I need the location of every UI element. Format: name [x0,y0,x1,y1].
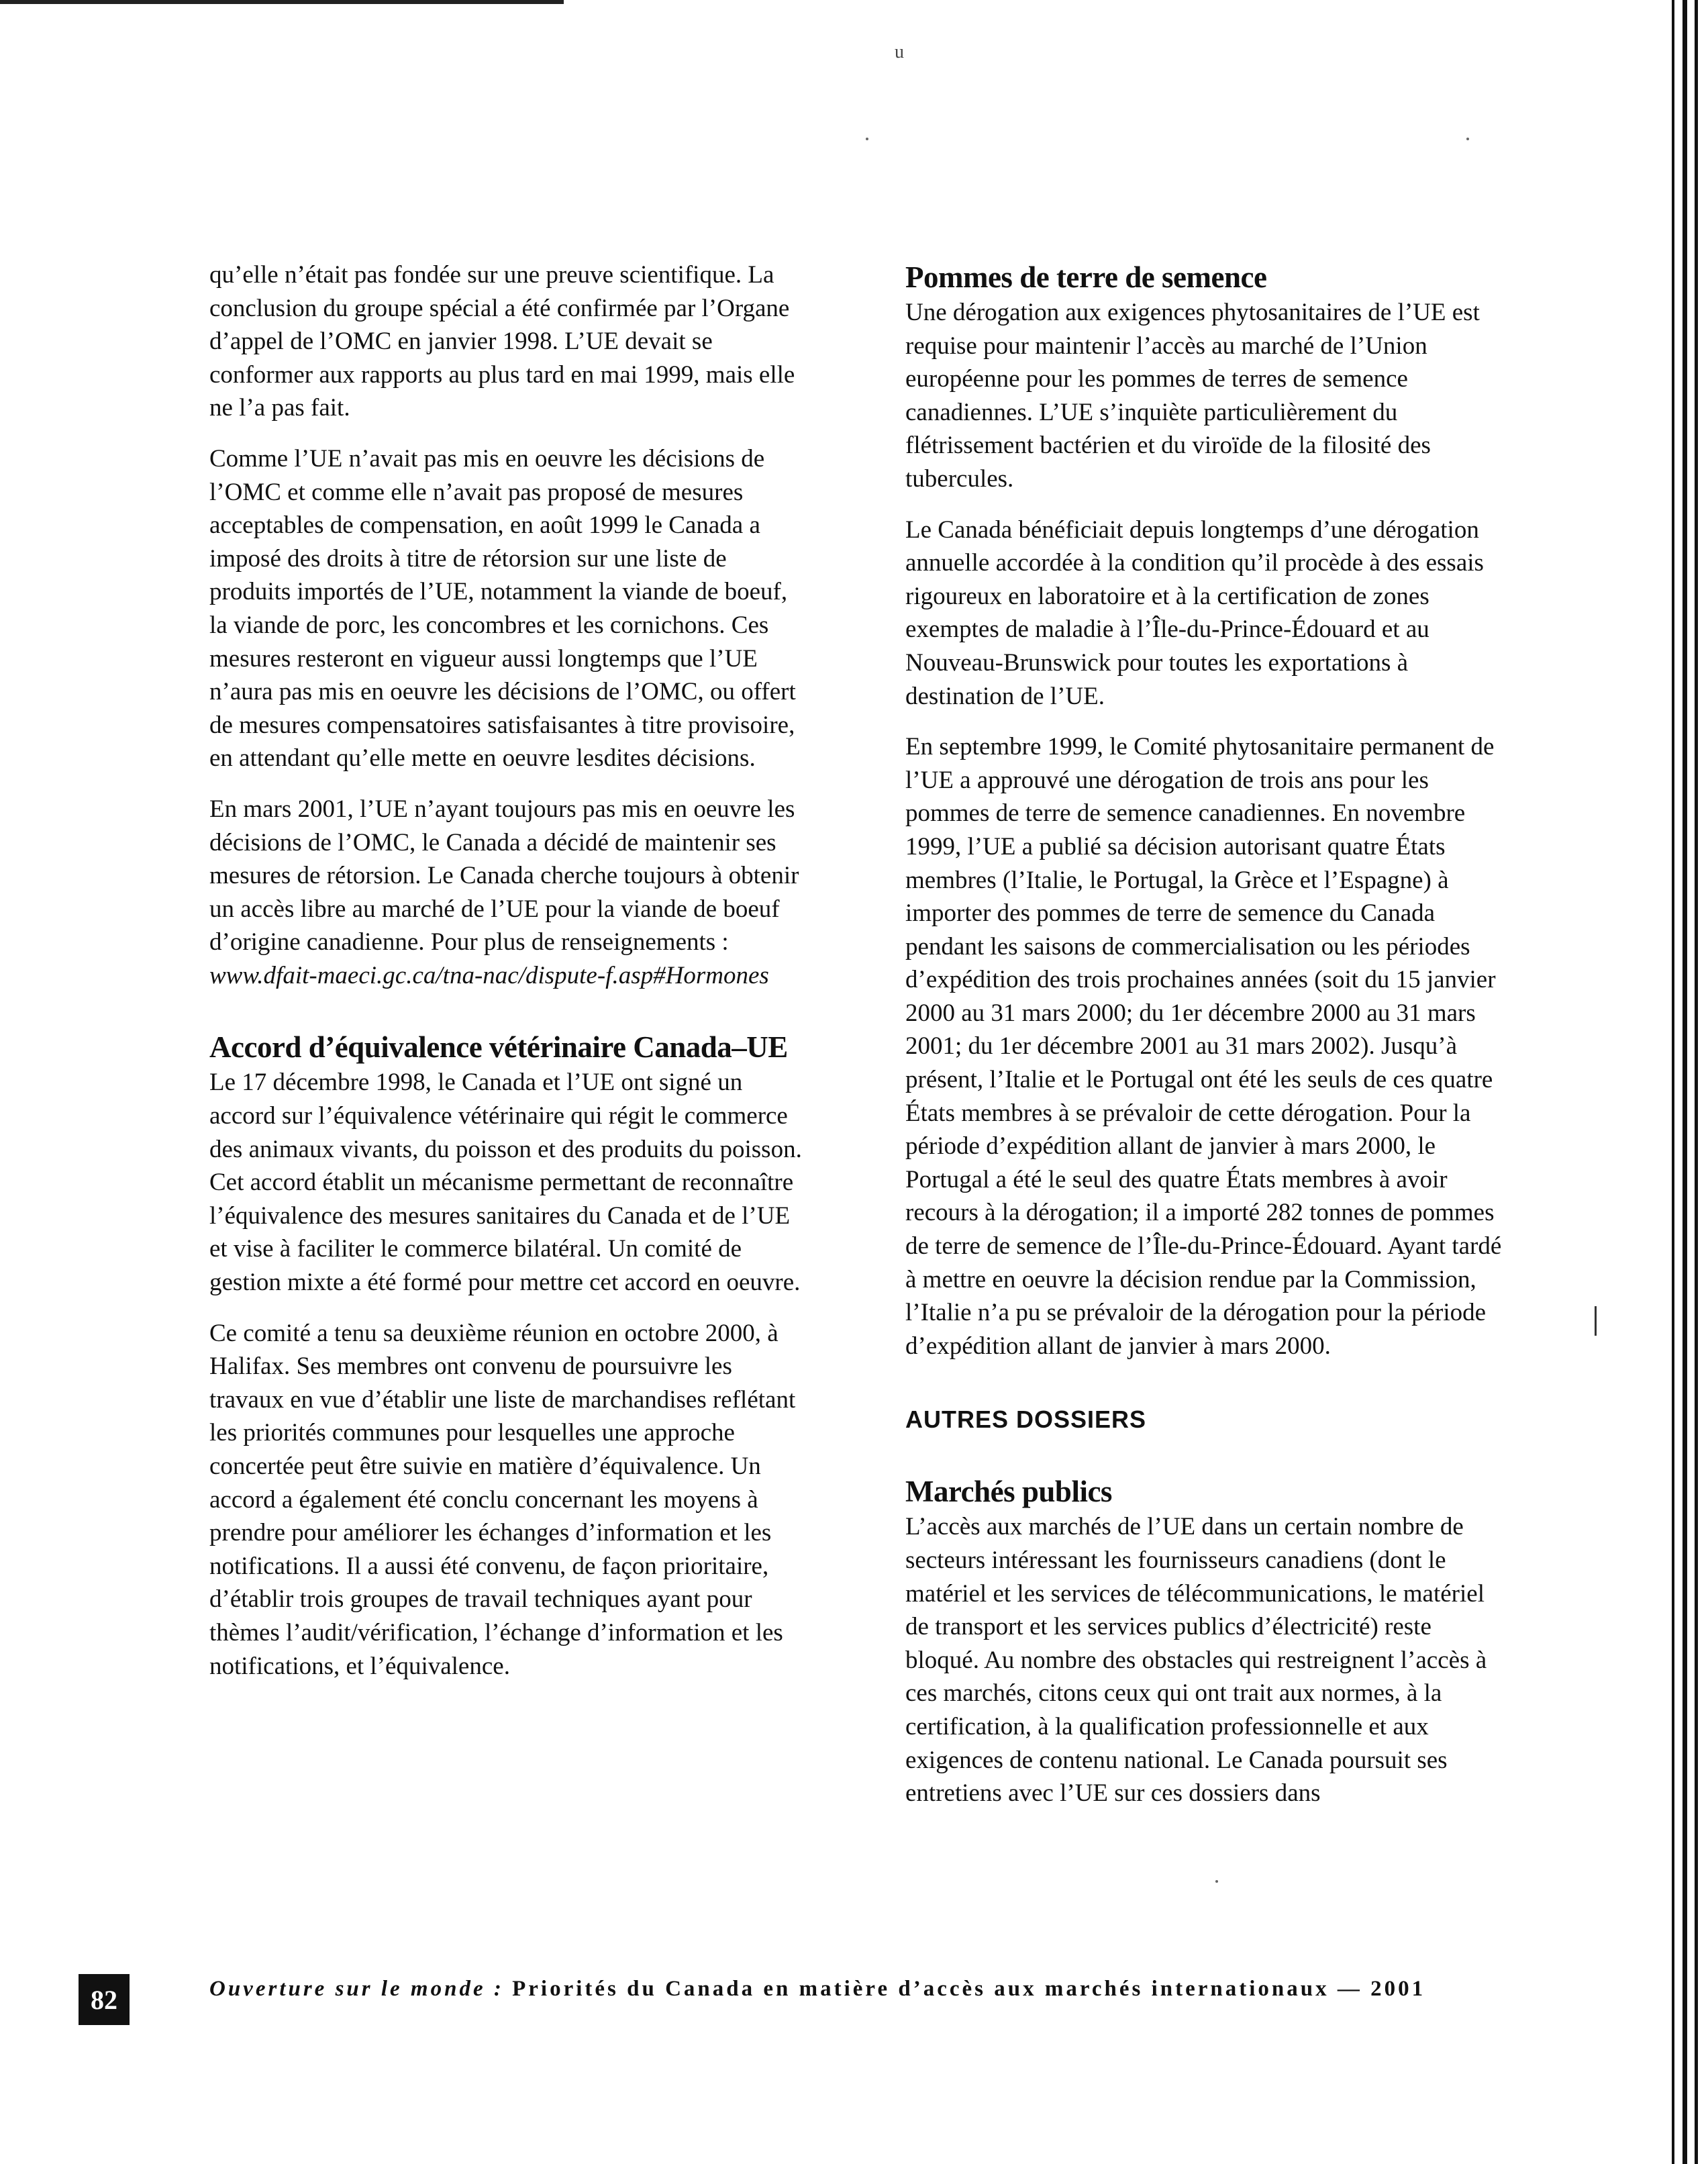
paragraph [209,793,807,993]
footer-title-italic: Ouverture sur le monde : [209,1977,504,2001]
paragraph: Le 17 décembre 1998, le Canada et l’UE ont signé un accord sur l’équivalence vétérinaire qui régit le commerce des animaux vivants, du poisson et des produits du poisson. Cet accord établit un mécanisme permettant de reconnaître l’équivalence des mesures sanitaires du Canada et de l’UE et vise à faciliter le commerce bilatéral. Un comité de gestion mixte a été formé pour mettre cet accord en oeuvre. [209,1069,802,1297]
running-footer [209,1977,1498,2002]
right-column [905,258,1509,1828]
reference-url: www.dfait-maeci.gc.ca/tna-nac/dispute-f.asp#Hormones [209,961,769,989]
scan-speck [1215,1880,1218,1883]
paragraph: qu’elle n’était pas fondée sur une preuve scientifique. La conclusion du groupe spécial a été confirmée par l’Organe d’appel de l’OMC en janvier 1998. L’UE devait se conformer aux rapports au plus tard en mai 1999, mais elle ne l’a pas fait. [209,261,795,422]
paragraph: Ce comité a tenu sa deuxième réunion en octobre 2000, à Halifax. Ses membres ont convenu de poursuivre les travaux en vue d’établir une liste de marchandises reflétant les priorités communes pour lesquelles une approche concertée peut être suivie en matière d’équivalence. Un accord a également été conclu concernant les moyens à prendre pour améliorer les échanges d’information et les notifications. Il a aussi été convenu, de façon prioritaire, d’établir trois groupes de travail techniques ayant pour thèmes l’audit/vérification, l’échange d’information et les notifications, et l’équivalence. [209,1319,796,1680]
paragraph: Une dérogation aux exigences phytosanitaires de l’UE est requise pour maintenir l’accès au marché de l’Union européenne pour les pommes de terres de semence canadiennes. L’UE s’inquiète particulièrement du flétrissement bactérien et du viroïde de la filosité des tubercules. [905,299,1480,493]
paragraph: Comme l’UE n’avait pas mis en oeuvre les décisions de l’OMC et comme elle n’avait pas proposé de mesures acceptables de compensation, en août 1999 le Canada a imposé des droits à titre de rétorsion sur une liste de produits importés de l’UE, notamment la viande de boeuf, la viande de porc, les concombres et les cornichons. Ces mesures resteront en vigueur aussi longtemps que l’UE n’aura pas mis en oeuvre les décisions de l’OMC, ou offert de mesures compensatoires satisfaisantes à titre provisoire, en attendant qu’elle mette en oeuvre lesdites décisions. [209,444,796,773]
left-column [209,258,807,1700]
paragraph-text: En mars 2001, l’UE n’ayant toujours pas mis en oeuvre les décisions de l’OMC, le Canada a décidé de maintenir ses mesures de rétorsion. Le Canada cherche toujours à obtenir un accès libre au marché de l’UE pour la viande de boeuf d’origine canadienne. Pour plus de renseignements : [209,795,799,956]
scan-edge-line [0,0,564,4]
paragraph: L’accès aux marchés de l’UE dans un certain nombre de secteurs intéressant les fournisseurs canadiens (dont le matériel et les services de télécommunications, le matériel de transport et les services publics d’électricité) reste bloqué. Au nombre des obstacles qui restreignent l’accès à ces marchés, citons ceux qui ont trait aux normes, à la certification, à la qualification professionnelle et aux exigences de contenu national. Le Canada poursuit ses entretiens avec l’UE sur ces dossiers dans [905,1513,1487,1808]
binder-edge-lines [1668,0,1708,2164]
paragraph: Le Canada bénéficiait depuis longtemps d’une dérogation annuelle accordée à la condition qu’il procède à des essais rigoureux en laboratoire et à la certification de zones exemptes de maladie à l’Île-du-Prince-Édouard et au Nouveau-Brunswick pour toutes les exportations à destination de l’UE. [905,515,1484,710]
scan-speck [1466,138,1469,140]
scan-artifact: u [895,42,904,62]
section-heading-other-issues: AUTRES DOSSIERS [905,1406,1147,1434]
paragraph: En septembre 1999, le Comité phytosanitaire permanent de l’UE a approuvé une dérogation de trois ans pour les pommes de terre de semence canadiennes. En novembre 1999, l’UE a publié sa décision autorisant quatre États membres (l’Italie, le Portugal, la Grèce et l’Espagne) à importer des pommes de terre de semence du Canada pendant les saisons de commercialisation ou les périodes d’expédition des trois prochaines années (soit du 15 janvier 2000 au 31 mars 2000; du 1er décembre 2000 au 31 mars 2001; du 1er décembre 2001 au 31 mars 2002). Jusqu’à présent, l’Italie et le Portugal ont été les seuls de ces quatre États membres à se prévaloir de cette dérogation. Pour la période d’expédition allant de janvier à mars 2000, le Portugal a été le seul des quatre États membres à avoir recours à la dérogation; il a importé 282 tonnes de pommes de terre de semence de l’Île-du-Prince-Édouard. Ayant tardé à mettre en oeuvre la décision rendue par la Commission, l’Italie n’a pu se prévaloir de la dérogation pour la période d’expédition allant de janvier à mars 2000. [905,733,1502,1360]
footer-title: Priorités du Canada en matière d’accès aux marchés internationaux — 2001 [512,1977,1426,2001]
section-heading-veterinary: Accord d’équivalence vétérinaire Canada–UE [209,1030,788,1065]
section-heading-seed-potatoes: Pommes de terre de semence [905,260,1267,294]
margin-mark [1595,1306,1597,1336]
page-number: 82 [79,1974,130,2025]
scan-speck [866,138,868,140]
section-heading-procurement: Marchés publics [905,1475,1112,1509]
